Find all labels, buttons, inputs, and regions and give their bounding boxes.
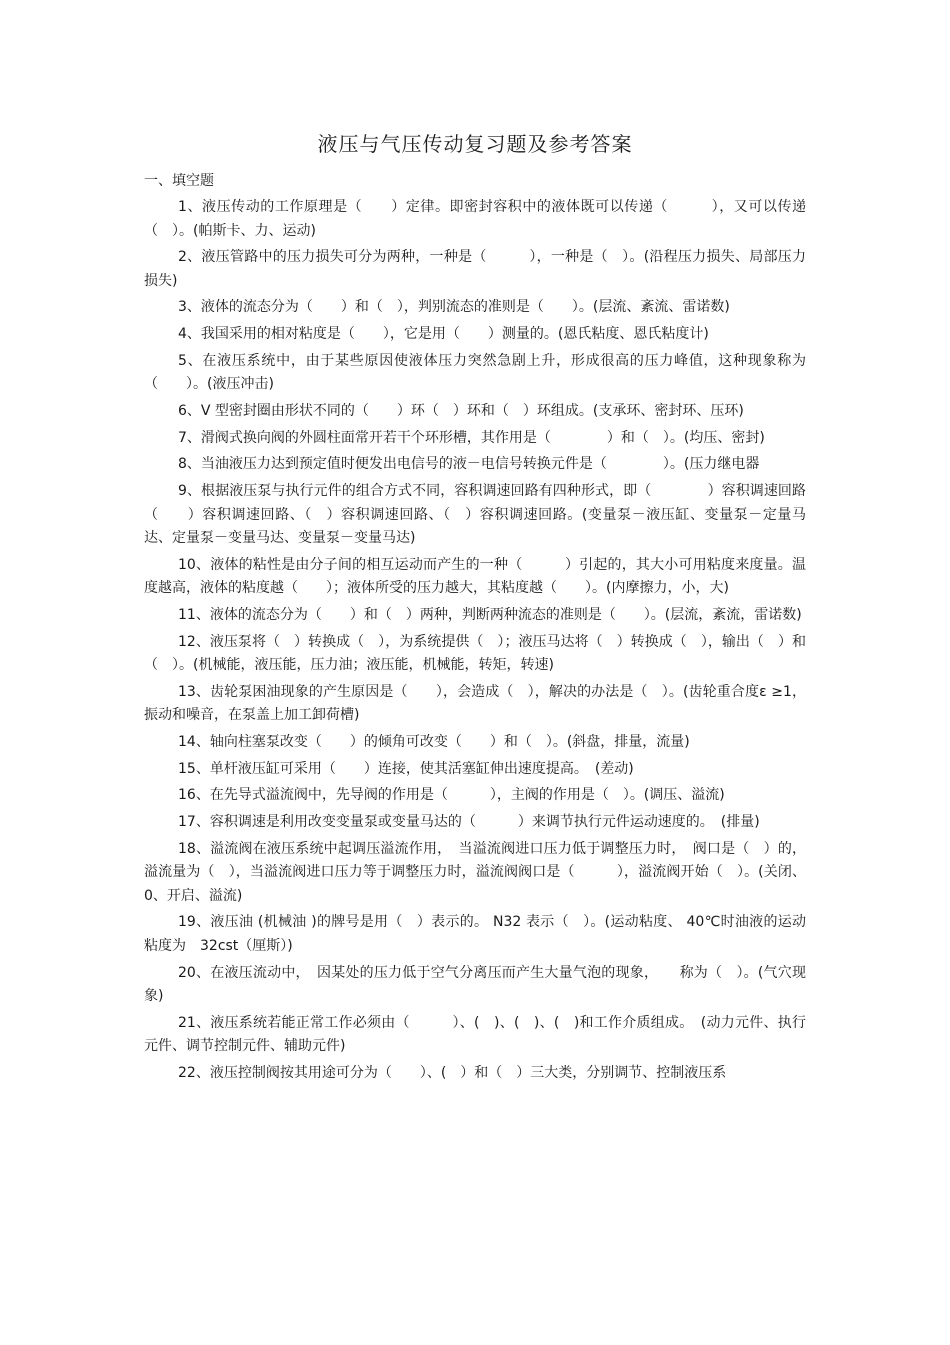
document-title: 液压与气压传动复习题及参考答案: [317, 132, 633, 156]
question-item: 10、液体的粘性是由分子间的相互运动而产生的一种（ ）引起的，其大小可用粘度来度量。温度越高，液体的粘度越（ ）；液体所受的压力越大，其粘度越（ ）。(内摩擦力，小，大): [144, 556, 806, 597]
question-item: 22、液压控制阀按其用途可分为（ ）、( ）和（ ）三大类，分别调节、控制液压系: [178, 1064, 727, 1081]
section-heading: 一、填空题: [144, 173, 214, 189]
question-item: 8、当油液压力达到预定值时便发出电信号的液－电信号转换元件是（ ）。(压力继电器: [178, 456, 760, 473]
question-item: 5、在液压系统中，由于某些原因使液体压力突然急剧上升，形成很高的压力峰值，这种现象称为（ ）。(液压冲击): [144, 352, 806, 393]
question-item: 4、我国采用的相对粘度是（ ），它是用（ ）测量的。(恩氏粘度、恩氏粘度计): [178, 326, 709, 343]
question-item: 20、在液压流动中， 因某处的压力低于空气分离压而产生大量气泡的现象， 称为（ ）。(气穴现象): [144, 964, 806, 1005]
question-item: 21、液压系统若能正常工作必须由（ ）、( )、( )、( )和工作介质组成。 (动力元件、执行元件、调节控制元件、辅助元件): [144, 1014, 806, 1055]
question-item: 2、液压管路中的压力损失可分为两种，一种是（ ），一种是（ ）。(沿程压力损失、局部压力损失): [144, 249, 806, 289]
question-item: 15、单杆液压缸可采用（ ）连接，使其活塞缸伸出速度提高。 (差动): [178, 760, 634, 777]
question-item: 1、液压传动的工作原理是（ ）定律。即密封容积中的液体既可以传递（ ），又可以传递（ ）。(帕斯卡、力、运动): [144, 199, 806, 239]
question-item: 12、液压泵将（ ）转换成（ ），为系统提供（ ）；液压马达将（ ）转换成（ ），输出（ ）和（ ）。(机械能，液压能，压力油；液压能，机械能，转矩，转速): [144, 633, 806, 674]
question-item: 18、溢流阀在液压系统中起调压溢流作用， 当溢流阀进口压力低于调整压力时， 阀口是（ ）的，溢流量为（ ），当溢流阀进口压力等于调整压力时，溢流阀阀口是（ ），溢流阀开始（ ）。(关闭、0、开启、溢流): [144, 840, 806, 904]
question-item: 13、齿轮泵困油现象的产生原因是（ ），会造成（ ），解决的办法是（ ）。(齿轮重合度ε ≥1，振动和噪音，在泵盖上加工卸荷槽): [144, 683, 806, 724]
question-item: 9、根据液压泵与执行元件的组合方式不同，容积调速回路有四种形式，即（ ）容积调速回路（ ）容积调速回路、（ ）容积调速回路、（ ）容积调速回路。(变量泵－液压缸、变量泵－定量马达、定量泵－变量马达、变量泵－变量马达): [144, 483, 806, 546]
question-item: 11、液体的流态分为（ ）和（ ）两种，判断两种流态的准则是（ ）。(层流，紊流，雷诺数): [178, 606, 802, 623]
question-item: 3、液体的流态分为（ ）和（ ），判别流态的准则是（ ）。(层流、紊流、雷诺数): [178, 299, 730, 316]
question-item: 7、滑阀式换向阀的外圆柱面常开若干个环形槽，其作用是（ ）和（ ）。(均压、密封): [178, 429, 765, 446]
question-item: 16、在先导式溢流阀中，先导阀的作用是（ ），主阀的作用是（ ）。(调压、溢流): [178, 787, 725, 804]
question-list: [144, 196, 806, 1089]
question-item: 17、容积调速是利用改变变量泵或变量马达的（ ）来调节执行元件运动速度的。 (排量): [178, 814, 760, 830]
question-item: 19、液压油 (机械油 )的牌号是用（ ）表示的。 N32 表示（ ）。(运动粘度、 40℃时油液的运动粘度为 32cst（厘斯）): [144, 914, 806, 954]
question-item: 14、轴向柱塞泵改变（ ）的倾角可改变（ ）和（ ）。(斜盘，排量，流量): [178, 733, 690, 750]
question-item: 6、V 型密封圈由形状不同的（ ）环（ ）环和（ ）环组成。(支承环、密封环、压环): [178, 402, 744, 419]
